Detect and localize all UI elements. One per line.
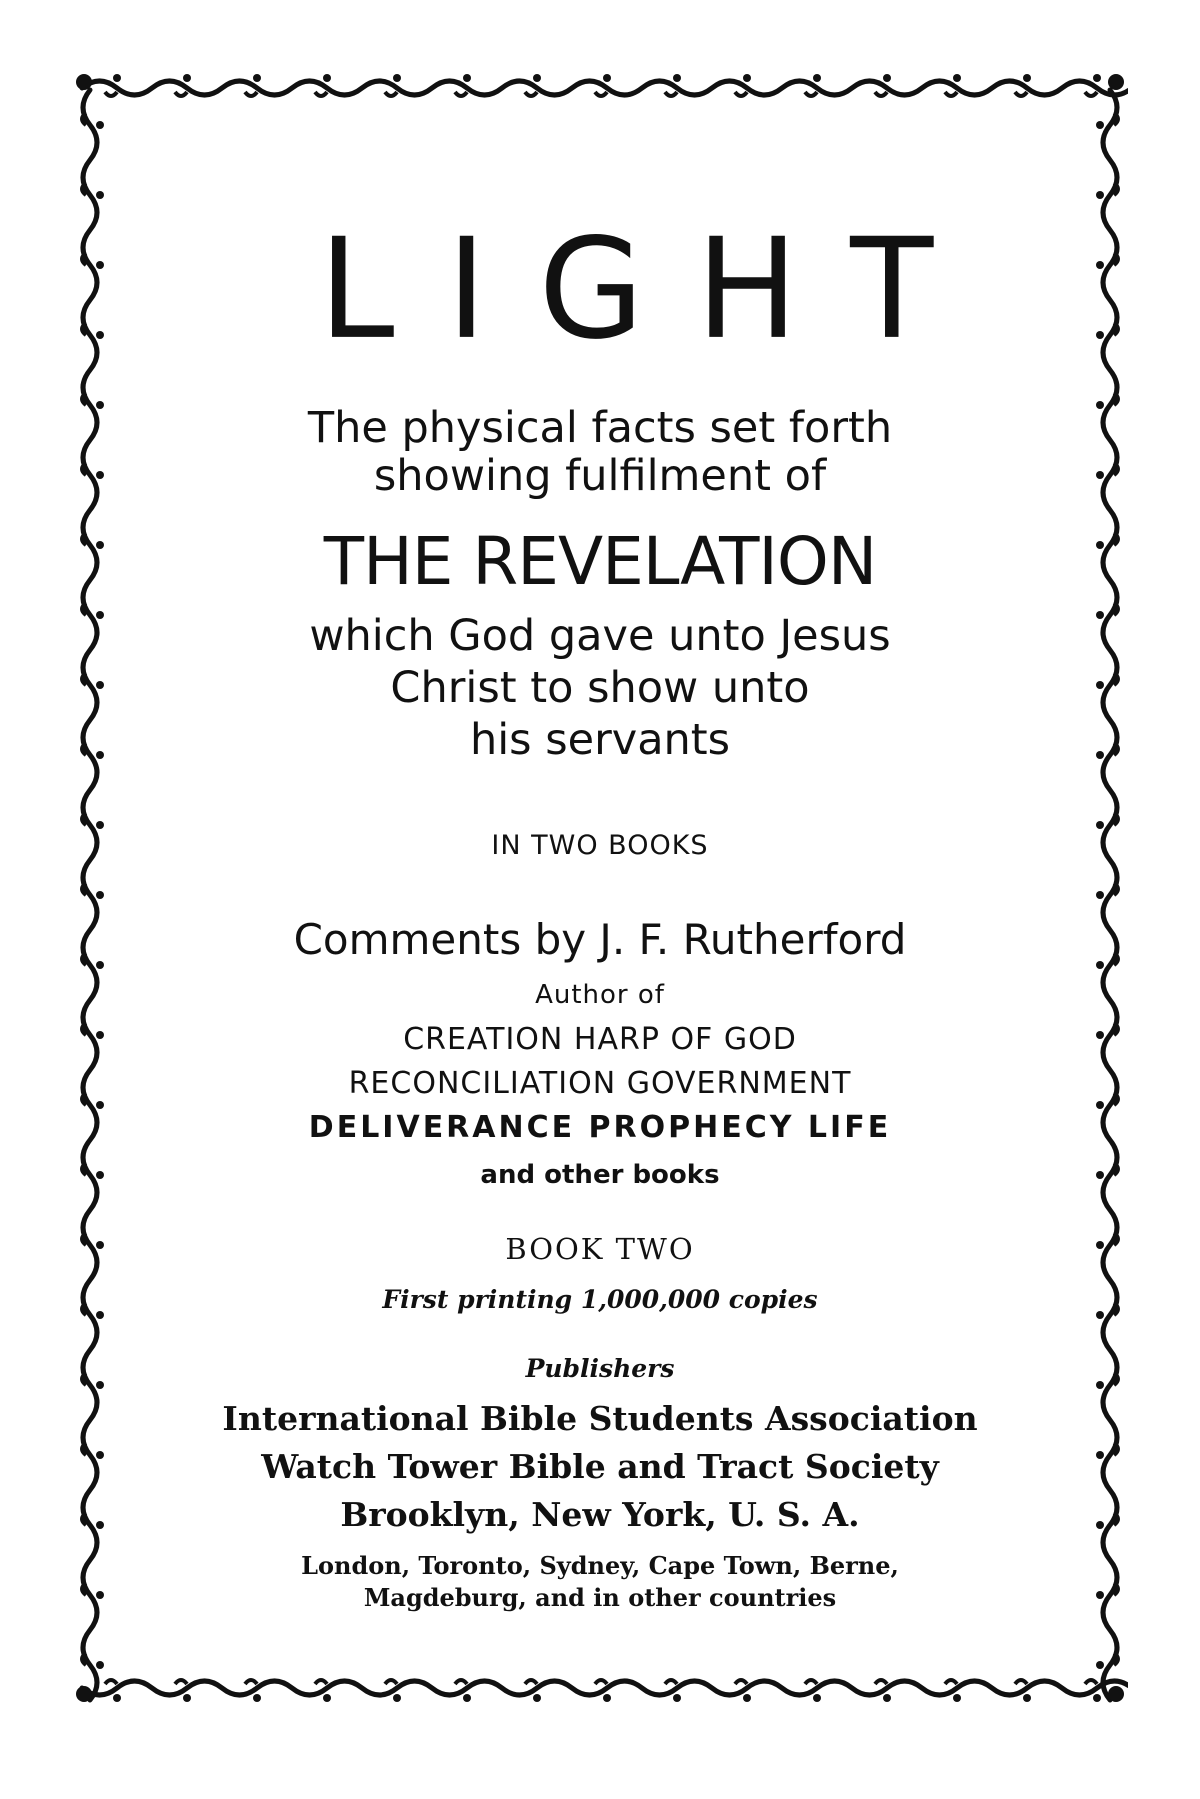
in-two-books: IN TWO BOOKS [491, 830, 709, 861]
revelation-line-2: Christ to show unto [390, 663, 810, 713]
book-two: BOOK TWO [505, 1232, 695, 1266]
author-credit: Comments by J. F. Rutherford [293, 915, 907, 964]
locations-line-1: London, Toronto, Sydney, Cape Town, Berne, [301, 1551, 899, 1580]
publishers-label: Publishers [525, 1354, 675, 1383]
publisher-line-1: International Bible Students Association [222, 1399, 978, 1438]
revelation-line-1: which God gave unto Jesus [309, 611, 891, 661]
book-title: LIGHT [318, 209, 986, 371]
other-works-line-3: DELIVERANCE PROPHECY LIFE [308, 1110, 892, 1145]
author-of-label: Author of [535, 980, 665, 1010]
and-other-books: and other books [480, 1160, 720, 1190]
locations-line-2: Magdeburg, and in other countries [363, 1583, 837, 1612]
first-printing: First printing 1,000,000 copies [382, 1285, 818, 1314]
other-works-line-2: RECONCILIATION GOVERNMENT [348, 1066, 852, 1101]
subtitle-line-1: The physical facts set forth [307, 403, 893, 453]
revelation-line-3: his servants [469, 715, 731, 765]
publisher-line-2: Watch Tower Bible and Tract Society [261, 1447, 939, 1486]
subtitle-line-2: showing fulfilment of [373, 451, 827, 501]
revelation-heading: THE REVELATION [323, 523, 877, 600]
other-works-line-1: CREATION HARP OF GOD [403, 1022, 797, 1057]
publisher-line-3: Brooklyn, New York, U. S. A. [340, 1495, 860, 1534]
